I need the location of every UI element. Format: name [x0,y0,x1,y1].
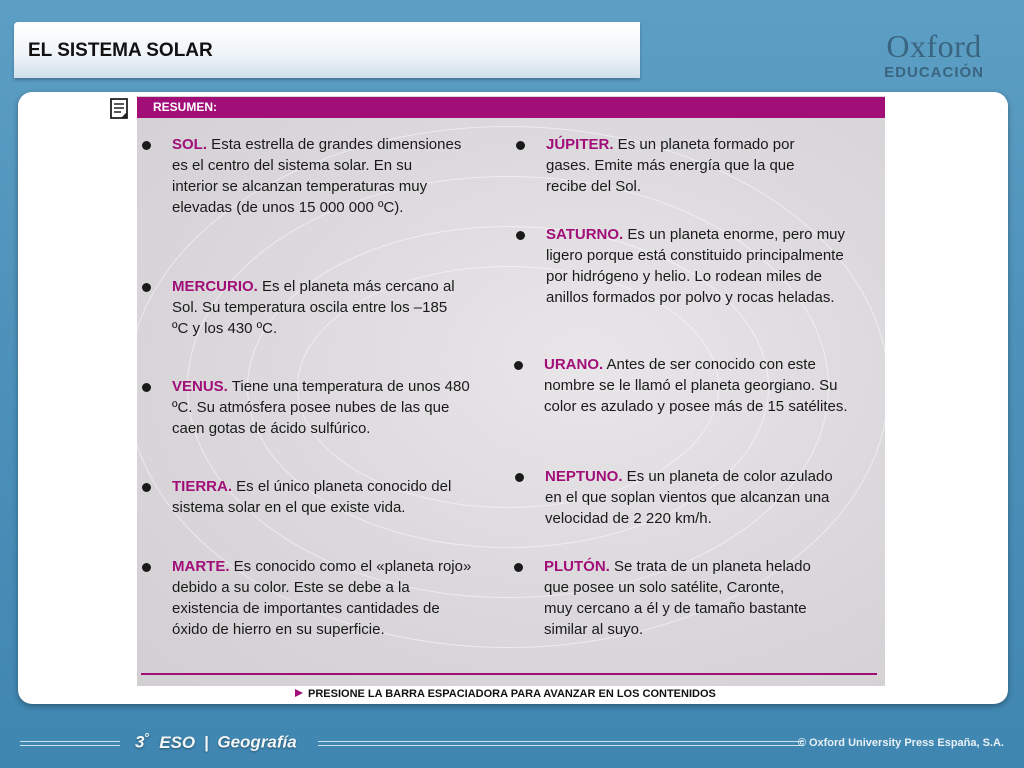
item-name: JÚPITER. [546,136,614,153]
course-degree: º [144,732,149,744]
item-text: Tiene una temperatura de unos 480 ºC. Su atmósfera posee nubes de las que caen gotas de ácido sulfúrico. [172,378,470,437]
course-subject: Geografía [217,732,297,752]
bullet-icon [142,383,151,392]
list-item-tierra [172,476,472,518]
list-item-saturno [546,224,856,308]
item-text: Es el planeta más cercano al Sol. Su temperatura oscila entre los –185 ºC y los 430 ºC. [172,278,455,337]
page-title: EL SISTEMA SOLAR [28,40,213,61]
course-badge [135,732,297,753]
item-name: MARTE. [172,558,230,575]
summary-header [137,97,885,118]
footer-deco-line [20,745,120,746]
bullet-icon [515,473,524,482]
content-divider [141,673,877,675]
advance-hint-text: PRESIONE LA BARRA ESPACIADORA PARA AVANZAR EN LOS CONTENIDOS [308,688,716,700]
item-text: Esta estrella de grandes dimensiones es el centro del sistema solar. En su interior se alcanzan temperaturas muy elevadas (de unos 15 000 000 ºC). [172,136,462,216]
item-name: NEPTUNO. [545,468,623,485]
item-name: URANO. [544,356,604,373]
item-text: Es un planeta de color azulado en el que soplan vientos que alcanzan una velocidad de 2 220 km/h. [545,468,833,527]
play-arrow-icon [295,689,303,697]
logo-main-text: Oxford [886,28,982,64]
item-name: SOL. [172,136,208,153]
item-text: Es un planeta enorme, pero muy ligero porque está constituido principalmente por hidrógeno y helio. Lo rodean miles de anillos formados por polvo y rocas heladas. [546,226,846,306]
item-name: TIERRA. [172,478,232,495]
list-item-neptuno [545,466,845,529]
item-name: VENUS. [172,378,228,395]
bullet-icon [514,361,523,370]
bullet-icon [142,141,151,150]
list-item-sol [172,134,462,218]
bullet-icon [516,141,525,150]
list-item-mercurio [172,276,462,339]
item-name: PLUTÓN. [544,558,610,575]
course-level: ESO [159,732,196,752]
item-text: Se trata de un planeta helado que posee un solo satélite, Caronte, muy cercano a él y de tamaño bastante similar al suyo. [544,558,811,638]
item-name: MERCURIO. [172,278,258,295]
list-item-urano [544,354,860,417]
bullet-icon [142,483,151,492]
course-grade: 3 [135,732,145,752]
copyright-text: © Oxford University Press España, S.A. [797,737,1004,749]
course-separator: | [203,732,209,752]
bullet-icon [142,563,151,572]
item-text: Es un planeta formado por gases. Emite más energía que la que recibe del Sol. [546,136,795,195]
advance-hint [295,688,716,700]
title-bar [14,22,640,78]
footer-deco-line [318,741,804,742]
list-item-pluton [544,556,814,640]
bullet-icon [142,283,151,292]
notes-icon [109,97,131,121]
footer-deco-line [20,741,120,742]
bullet-icon [516,231,525,240]
summary-header-label: RESUMEN: [153,100,218,114]
footer-deco-line [318,745,804,746]
list-item-jupiter [546,134,836,197]
item-text: Es conocido como el «planeta rojo» debido a su color. Este se debe a la existencia de importantes cantidades de óxido de hierro en su superficie. [172,558,472,638]
list-item-marte [172,556,477,640]
item-text: Antes de ser conocido con este nombre se le llamó el planeta georgiano. Su color es azulado y posee más de 15 satélites. [544,356,848,415]
item-name: SATURNO. [546,226,624,243]
list-item-venus [172,376,482,439]
oxford-logo [884,30,984,81]
item-text: Es el único planeta conocido del sistema solar en el que existe vida. [172,478,452,516]
bullet-icon [514,563,523,572]
logo-sub-text: EDUCACIÓN [884,64,984,81]
